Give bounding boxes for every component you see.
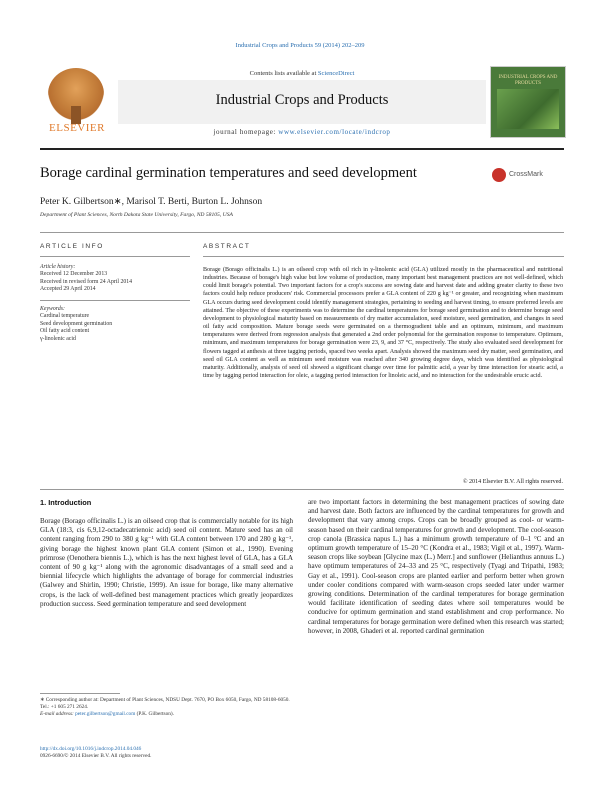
crossmark-button[interactable] [492, 168, 562, 184]
divider [40, 300, 190, 301]
homepage-link[interactable]: www.elsevier.com/locate/indcrop [278, 128, 391, 136]
journal-homepage [118, 128, 486, 136]
header-divider [40, 148, 564, 150]
footnote [40, 697, 293, 718]
journal-cover-thumbnail[interactable] [490, 66, 566, 138]
history-item: Accepted 29 April 2014 [40, 286, 96, 293]
section-heading-introduction: 1. Introduction [40, 498, 92, 507]
divider [40, 256, 190, 257]
article-history [40, 264, 190, 294]
author-list: Peter K. Gilbertson∗, Marisol T. Berti, Burton L. Johnson [40, 197, 263, 207]
doi-link[interactable]: http://dx.doi.org/10.1016/j.indcrop.2014.04.046 [40, 746, 142, 752]
journal-citation[interactable]: Industrial Crops and Products 59 (2014) 202–209 [235, 42, 365, 49]
email-label: E-mail address: [40, 711, 76, 717]
cover-image [497, 89, 559, 129]
homepage-label: journal homepage: [213, 128, 279, 136]
history-item: Received 12 December 2013 [40, 271, 108, 278]
elsevier-wordmark: ELSEVIER [49, 122, 105, 134]
corresponding-author-note: ∗ Corresponding author at: Department of Plant Sciences, NDSU Dept. 7670, PO Box 6050, Fargo, ND 58108-6050. Tel.: +1 605 271 2624. [40, 697, 290, 710]
divider [203, 256, 564, 257]
email-link[interactable]: peter.gilbertson@gmail.com [75, 711, 136, 717]
keywords [40, 306, 190, 343]
publication-info [40, 746, 293, 760]
email-line [40, 711, 293, 718]
intro-left-column: Borage (Borago officinalis L.) is an oilseed crop that is commercially notable for its high GLA (18:3, cis 6,9,12-octadecatrienoic acid) seed oil content. Mature seed has an oil content ranging from 290 to 380 g kg⁻¹ with GLA content between 170 and 280 g kg⁻¹, giving borage the highest known plant GLA content (Simon et al., 1990). Evening primrose (Oenothera biennis L.), which is has the next highest level of GLA, has a GLA content of 90 g kg⁻¹ along with the agronomic disadvantages of a small seed and a biennial lifecycle which highlights the advantage of borage for commercial industries (Galwey and Shirlin, 1990; Christie, 1999). An issue for borage, like many alternative crops, is the lack of well-defined best management practices which greatly jeopardizes production success. Seed germination temperature and seed development [40, 517, 293, 608]
cover-title: INDUSTRIAL CROPS AND PRODUCTS [498, 75, 558, 86]
divider [40, 489, 564, 490]
sciencedirect-link[interactable]: ScienceDirect [317, 70, 355, 77]
email-suffix: (P.K. Gilbertson). [135, 711, 175, 717]
keyword: Seed development germination [40, 320, 113, 327]
history-label: Article history: [40, 264, 76, 270]
keywords-label: Keywords: [40, 306, 65, 312]
crossmark-label: CrossMark [509, 171, 543, 178]
divider [40, 232, 564, 233]
elsevier-logo[interactable] [40, 66, 114, 136]
abstract-heading: ABSTRACT [203, 243, 251, 250]
issn-line: 0926-6690/© 2014 Elsevier B.V. All rights reserved. [40, 753, 152, 759]
keyword: γ-linolenic acid [40, 335, 76, 342]
crossmark-icon [492, 168, 506, 182]
journal-title: Industrial Crops and Products [215, 92, 389, 108]
contents-prefix: Contents lists available at [249, 70, 318, 77]
keyword: Oil fatty acid content [40, 328, 90, 335]
history-item: Received in revised form 24 April 2014 [40, 278, 133, 285]
footnote-divider [40, 693, 120, 694]
contents-line [118, 70, 486, 77]
affiliation: Department of Plant Sciences, North Dakota State University, Fargo, ND 58105, USA [40, 212, 233, 218]
article-info-heading: ARTICLE INFO [40, 243, 104, 250]
abstract-copyright: © 2014 Elsevier B.V. All rights reserved. [462, 479, 563, 485]
keyword: Cardinal temperature [40, 313, 90, 320]
article-title: Borage cardinal germination temperatures and seed development [40, 165, 417, 181]
abstract-text: Borage (Borago officinalis L.) is an oilseed crop with oil rich in γ-linolenic acid (GLA) utilized mostly in the pharmaceutical and nutritional industries. Because of borage's high value but low volume of production, many important best management practices are not well-defined, which could limit borage's potential. Two important factors for a crop's success are sowing date and harvest date and adding greater clarity to these two factors could help reduce producers' risk. Commercial processors prefer a GLA content of 220 g kg⁻¹ or greater, and recognizing when maximum GLA occurs during seed development could identify management strategies, pertaining to seeding and harvest timing, to ensure preferred levels are attained. The objective of these experiments was to determine the cardinal temperatures for borage seed germination and to determine borage seed development to physiological maturity based on measurements of dry matter accumulation, seed moisture, seed germination, and changes in seed oil fatty acid composition. Mature borage seeds were germinated on a thermogradient table and an optimum, minimum, and maximum temperatures were derived from regression analysis that generated a 2nd order polynomial for the germination response to temperature. Optimum, minimum, and maximum temperatures for borage germination were 23, 9, and 37 °C, respectively. The study also evaluated seed development for flowers tagged at anthesis at three tagging periods, spaced two weeks apart. Analysis showed the maximum seed dry matter, seed germination, and seed oil GLA content as well as minimum seed moisture was reached after 340 growing degree days, which was identified as physiological maturity. Additionally, analysis of seed oil showed a significant change over time for palmitic acid, a year by time interaction for stearic acid, a time by tagging period interaction for oleic, a tagging period interaction for linoleic acid, and no interaction for the undesirable erucic acid. [203, 267, 563, 380]
intro-right-column: are two important factors in determining the best management practices of sowing date and harvest date. Both factors are influenced by the cardinal temperatures for growth and development that vary among crops. Crops can be broadly grouped as cool- or warm-season based on their cardinal temperatures for growth and development. The cool-season crop canola (Brassica napus L.) has a minimum growth temperature of 0–1 °C and an optimum growth temperature of 15–20 °C (Kondra et al., 1983; Vigil et al., 1997). Warm-season crops like soybean [Glycine max (L.) Merr.] and sunflower (Helianthus annuus L.) have optimum temperatures of 24–33 and 25 °C, respectively (Tyagi and Tripathi, 1983; Gay et al., 1991). Cool-season crops are planted earlier and perform better when grown under cooler conditions compared with warm-season crops seeded later under warmer growing conditions. Determination of the cardinal temperatures for borage germination would facilitate identification of seeding dates where soil temperatures would be conducive for optimum germination and stand establishment and crop performance. No cardinal temperatures for borage germination were defined when this research was started; however, in 2008, Ghaderi et al. reported cardinal germination [308, 498, 564, 635]
